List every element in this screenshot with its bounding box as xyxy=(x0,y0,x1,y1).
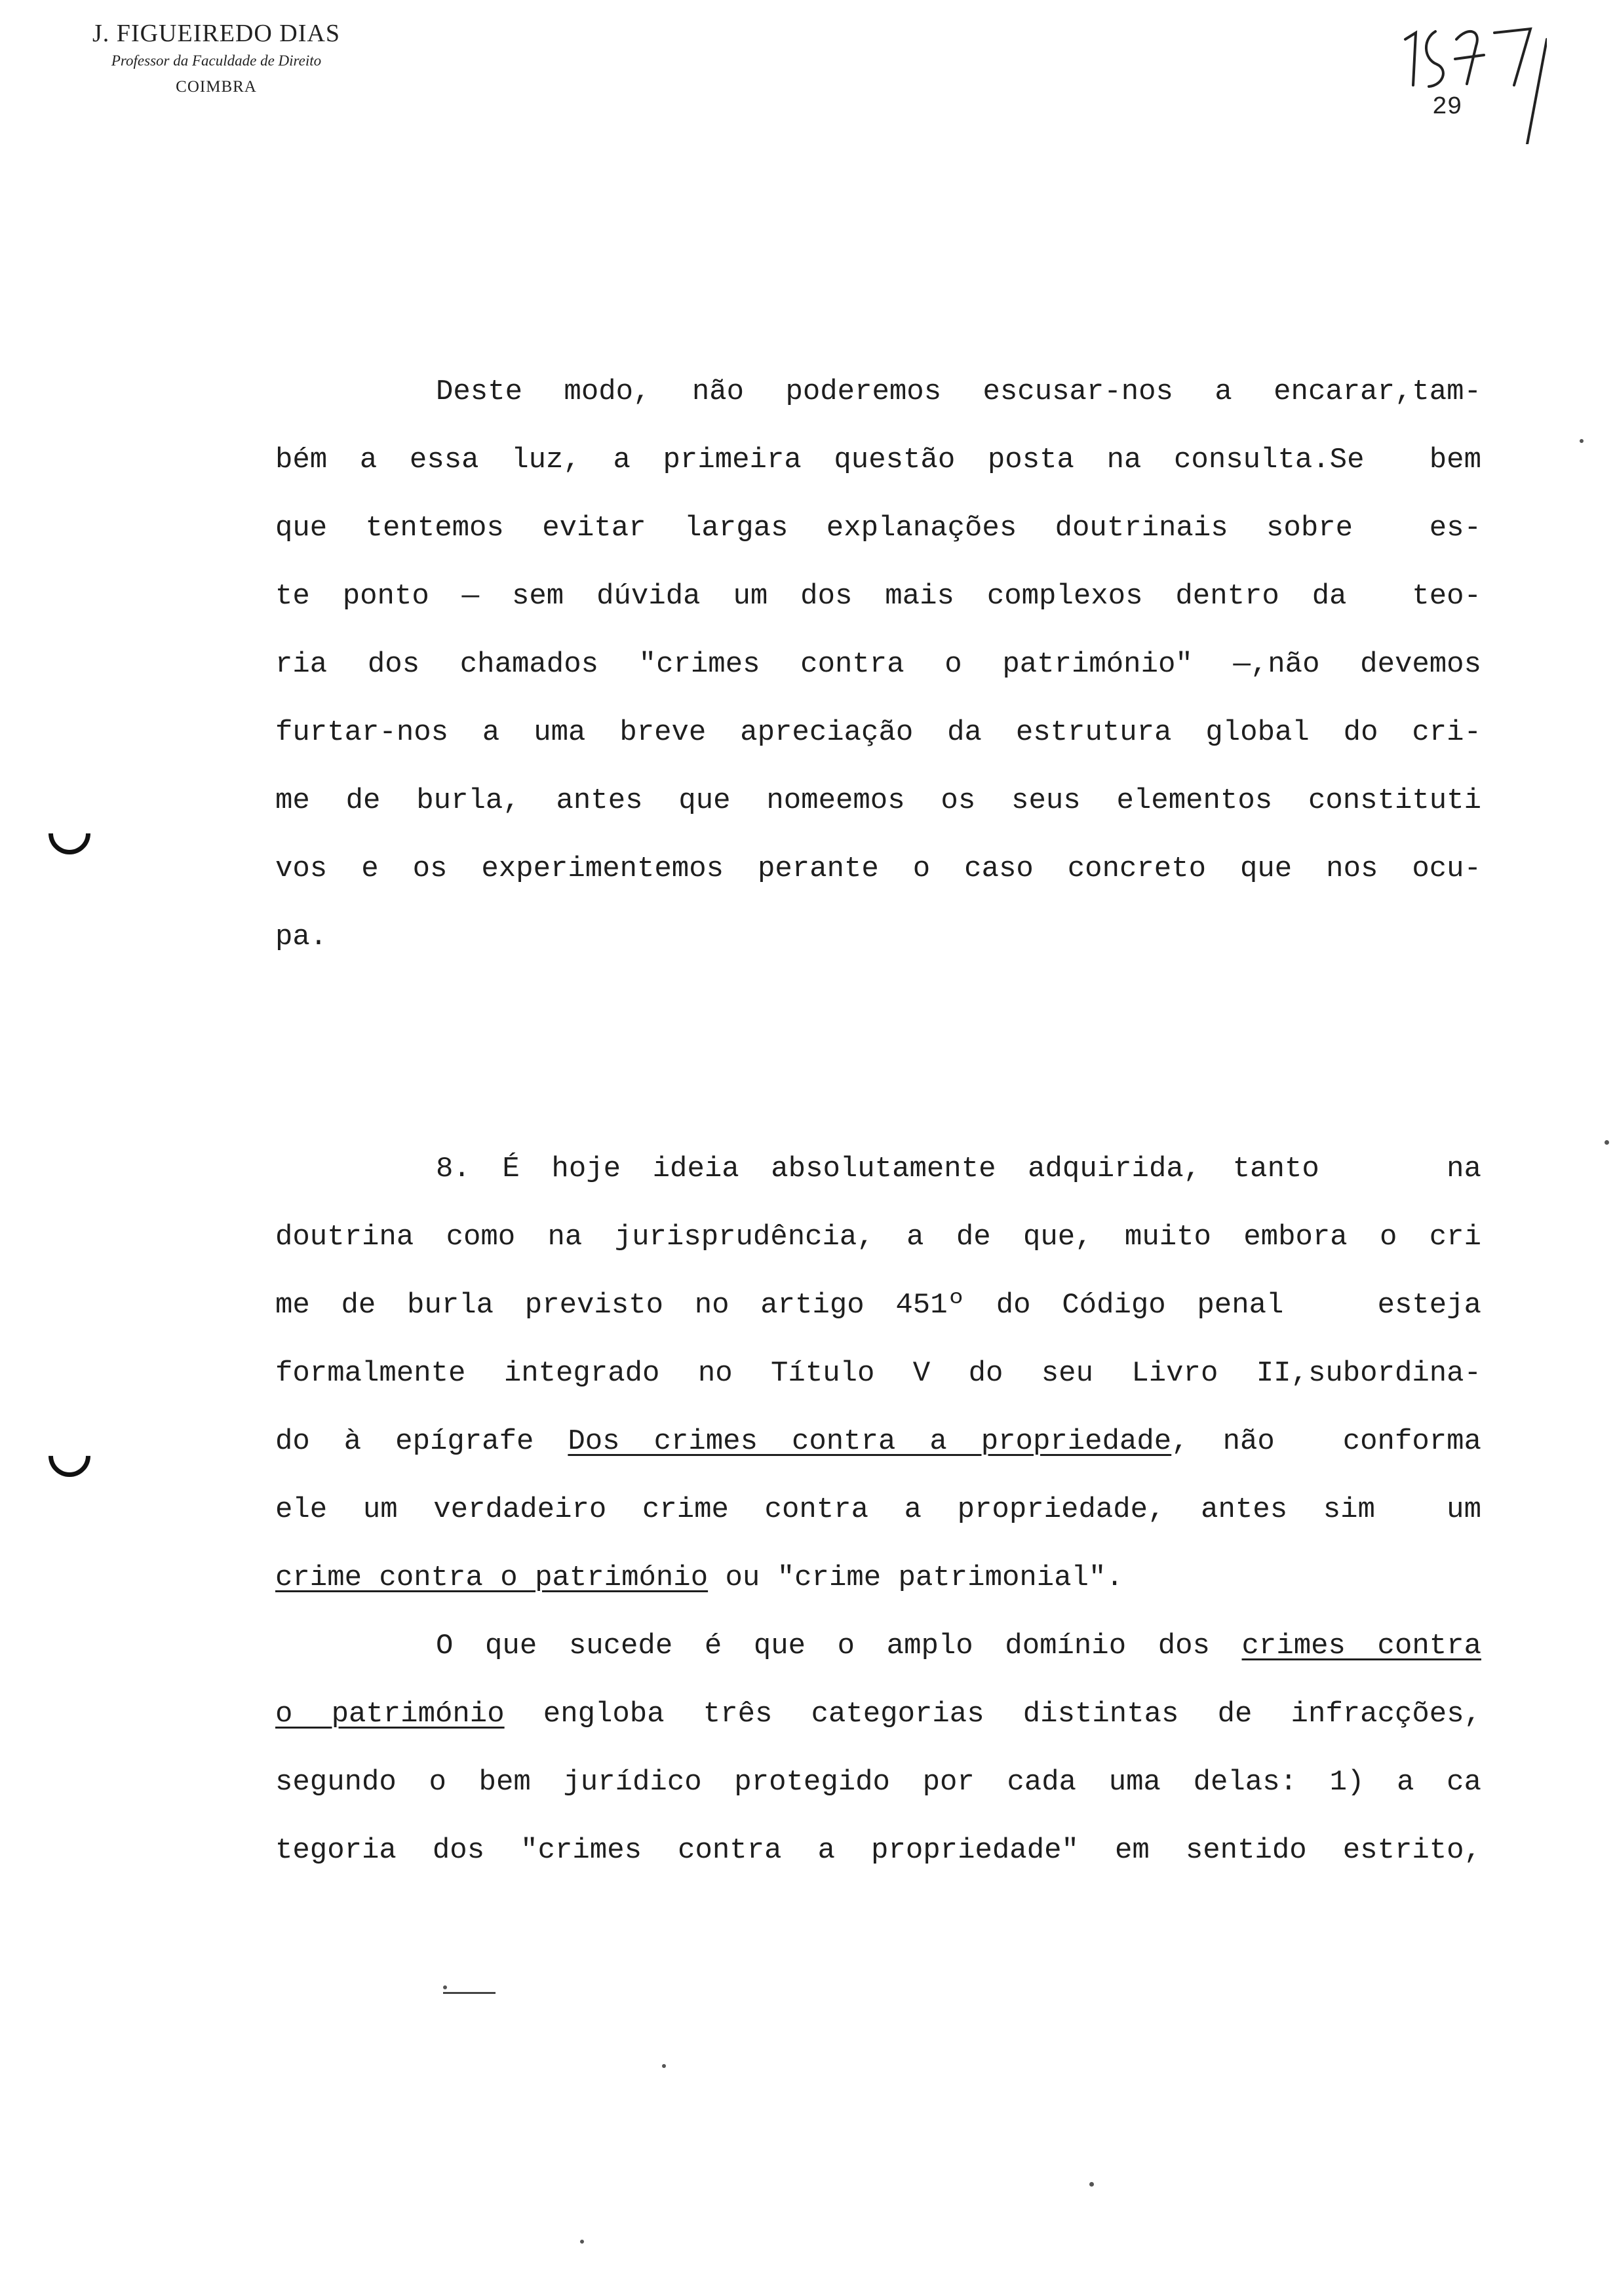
letterhead-title: Professor da Faculdade de Direito xyxy=(111,52,322,69)
text-line: vos e os experimentemos perante o caso concreto que nos ocu- xyxy=(275,852,1481,885)
text-line: Deste modo, não poderemos escusar-nos a encarar,tam- xyxy=(436,375,1481,408)
text-segment: engloba três categorias distintas de infracções, xyxy=(504,1698,1482,1731)
text-line: bém a essa luz, a primeira questão posta na consulta.Se bem xyxy=(275,444,1481,476)
text-line xyxy=(275,1407,1481,1476)
text-line xyxy=(275,1680,1481,1748)
text-line: me de burla, antes que nomeemos os seus elementos constituti xyxy=(275,784,1481,817)
text-line: doutrina como na jurisprudência, a de que, muito embora o cri xyxy=(275,1221,1481,1253)
text-line: tegoria dos "crimes contra a propriedade" em sentido estrito, xyxy=(275,1834,1481,1867)
underlined-phrase: o património xyxy=(275,1698,505,1731)
body-text xyxy=(275,358,1481,1885)
hole-punch-mark xyxy=(40,804,100,864)
text-line: formalmente integrado no Título V do seu Livro II,subordina- xyxy=(275,1357,1481,1390)
text-line: que tentemos evitar largas explanações doutrinais sobre es- xyxy=(275,512,1481,545)
underlined-phrase: crime contra o património xyxy=(275,1561,709,1594)
speck xyxy=(1580,439,1584,443)
handwritten-folio-number xyxy=(1396,13,1547,144)
speck xyxy=(443,1985,447,1989)
letterhead xyxy=(46,18,387,101)
letterhead-name: J. FIGUEIREDO DIAS xyxy=(92,20,340,47)
stray-mark xyxy=(443,1992,496,1994)
page-number: 29 xyxy=(1432,93,1462,121)
text-line: pa. xyxy=(275,921,328,953)
text-line: ria dos chamados "crimes contra o património" —,não devemos xyxy=(275,648,1481,681)
text-line: 8. É hoje ideia absolutamente adquirida, tanto na xyxy=(436,1153,1481,1185)
speck xyxy=(580,2240,584,2244)
text-segment: ou "crime patrimonial". xyxy=(708,1561,1123,1594)
paragraph-gap xyxy=(275,971,1481,1135)
speck xyxy=(1605,1140,1609,1145)
text-line: me de burla previsto no artigo 451º do Código penal esteja xyxy=(275,1289,1481,1322)
text-line: ele um verdadeiro crime contra a propriedade, antes sim um xyxy=(275,1493,1481,1526)
letterhead-city: COIMBRA xyxy=(176,78,257,96)
text-segment: , não conforma xyxy=(1171,1425,1481,1458)
text-line xyxy=(275,1544,1481,1612)
underlined-phrase: crimes contra xyxy=(1241,1630,1481,1662)
text-line: segundo o bem jurídico protegido por cada uma delas: 1) a ca xyxy=(275,1766,1481,1799)
text-line xyxy=(275,1612,1481,1680)
text-line: furtar-nos a uma breve apreciação da estrutura global do cri- xyxy=(275,716,1481,749)
speck xyxy=(1089,2182,1094,2187)
underlined-phrase: Dos crimes contra a propriedade xyxy=(568,1425,1172,1458)
text-segment: O que sucede é que o amplo domínio dos xyxy=(436,1630,1242,1662)
text-segment: do à epígrafe xyxy=(275,1425,568,1458)
speck xyxy=(662,2064,666,2068)
hole-punch-mark xyxy=(40,1426,100,1486)
text-line: te ponto — sem dúvida um dos mais complexos dentro da teo- xyxy=(275,580,1481,613)
